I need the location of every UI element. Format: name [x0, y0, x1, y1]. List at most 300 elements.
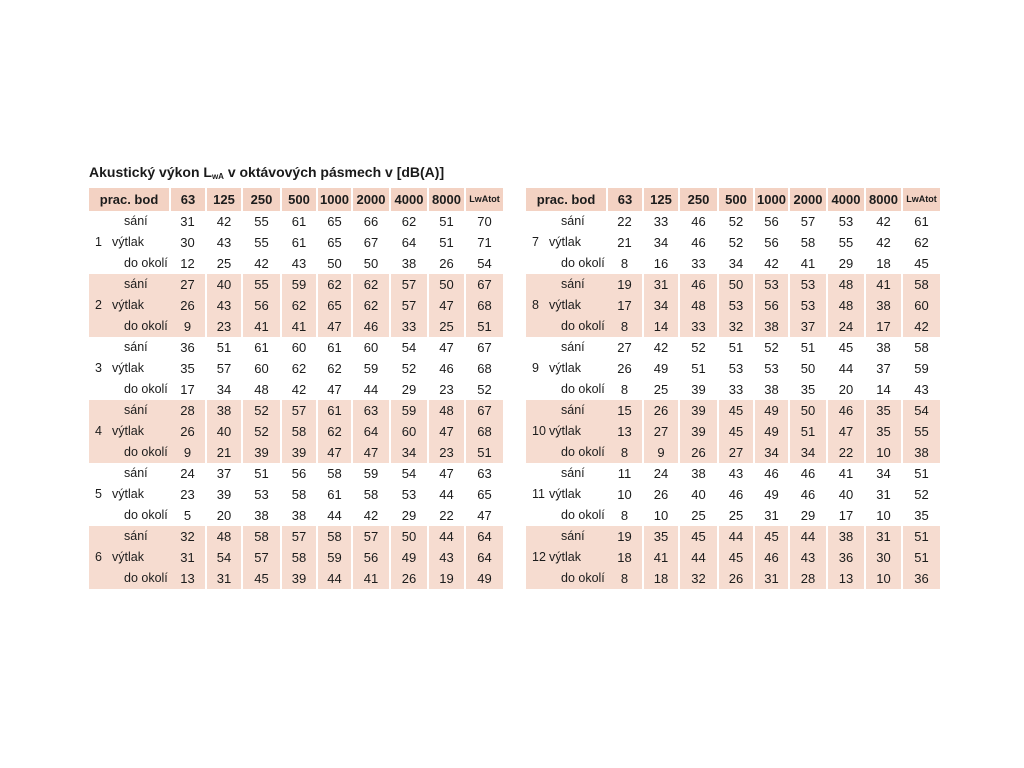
value-cell: 59 [317, 547, 352, 568]
value-cell: 51 [914, 466, 929, 481]
value-cell: 29 [789, 505, 827, 526]
value-cell: 8 [607, 442, 643, 463]
value-cell: 26 [607, 358, 643, 379]
row-kind-label: sání [546, 400, 607, 421]
value-cell: 42 [242, 253, 281, 274]
row-kind-label: sání [561, 340, 585, 354]
value-cell: 42 [865, 211, 902, 232]
value-cell: 61 [281, 211, 317, 232]
table-row [526, 211, 940, 232]
row-kind-label: sání [124, 214, 148, 228]
value-cell: 23 [428, 442, 465, 463]
value-cell: 34 [206, 379, 242, 400]
value-cell: 39 [206, 484, 242, 505]
value-cell: 49 [643, 358, 679, 379]
value-cell: 32 [679, 568, 718, 589]
row-kind-label: do okolí [109, 316, 170, 337]
value-cell: 8 [607, 253, 643, 274]
value-cell: 51 [902, 526, 940, 547]
value-cell: 13 [827, 568, 865, 589]
value-cell: 48 [827, 295, 865, 316]
value-cell: 14 [865, 379, 902, 400]
value-cell: 61 [242, 337, 281, 358]
value-cell: 43 [206, 295, 242, 316]
value-cell: 34 [789, 442, 827, 463]
value-cell: 50 [789, 400, 827, 421]
band-header: 63 [607, 188, 643, 211]
table-row [89, 295, 503, 316]
value-cell: 21 [607, 232, 643, 253]
value-cell: 44 [317, 505, 352, 526]
value-cell: 37 [206, 463, 242, 484]
band-header: 4000 [390, 188, 428, 211]
table-row [526, 337, 940, 358]
value-cell: 51 [789, 421, 827, 442]
value-cell: 34 [643, 295, 679, 316]
value-cell: 64 [390, 232, 428, 253]
value-cell: 62 [317, 274, 352, 295]
value-cell: 12 [170, 253, 206, 274]
value-cell: 39 [281, 442, 317, 463]
row-kind-label: sání [109, 526, 170, 547]
value-cell: 10 [865, 568, 902, 589]
value-cell: 26 [679, 442, 718, 463]
value-cell: 39 [679, 379, 718, 400]
value-cell: 9 [170, 316, 206, 337]
value-cell: 64 [465, 547, 503, 568]
value-cell: 10 [865, 442, 902, 463]
value-cell: 43 [281, 253, 317, 274]
value-cell: 20 [206, 505, 242, 526]
value-cell: 58 [352, 484, 390, 505]
value-cell: 51 [428, 232, 465, 253]
value-cell: 53 [789, 274, 827, 295]
value-cell: 45 [718, 421, 754, 442]
value-cell: 51 [242, 463, 281, 484]
row-kind-label: výtlak [112, 361, 144, 375]
value-cell: 67 [465, 274, 503, 295]
point-number: 3 [95, 361, 102, 375]
table-row [89, 547, 503, 568]
value-cell: 33 [643, 211, 679, 232]
table-row [89, 568, 503, 589]
value-cell: 50 [718, 274, 754, 295]
value-cell: 50 [390, 526, 428, 547]
row-kind-label: do okolí [124, 508, 168, 522]
value-cell: 40 [679, 484, 718, 505]
value-cell: 26 [170, 421, 206, 442]
value-cell: 56 [352, 547, 390, 568]
value-cell: 26 [390, 568, 428, 589]
row-kind-label: výtlak [112, 487, 144, 501]
table-row [526, 421, 940, 442]
point-number: 5 [95, 487, 102, 501]
value-cell: 65 [317, 232, 352, 253]
value-cell: 53 [390, 484, 428, 505]
value-cell: 33 [718, 379, 754, 400]
row-kind-label: do okolí [124, 382, 168, 396]
table-row [89, 484, 503, 505]
row-kind-label: sání [561, 466, 585, 480]
value-cell: 47 [477, 508, 492, 523]
point-number: 4 [89, 400, 109, 463]
value-cell: 8 [607, 568, 643, 589]
value-cell: 52 [679, 337, 718, 358]
value-cell: 53 [242, 484, 281, 505]
value-cell: 27 [643, 421, 679, 442]
value-cell: 38 [242, 505, 281, 526]
value-cell: 17 [607, 295, 643, 316]
point-number: 12 [526, 526, 546, 589]
value-cell: 38 [281, 505, 317, 526]
value-cell: 27 [170, 274, 206, 295]
value-cell: 41 [352, 568, 390, 589]
point-number: 7 [532, 235, 539, 249]
value-cell: 51 [465, 442, 503, 463]
band-header: 250 [679, 188, 718, 211]
value-cell: 55 [242, 232, 281, 253]
value-cell: 51 [902, 547, 940, 568]
value-cell: 35 [789, 379, 827, 400]
point-number: 9 [532, 361, 539, 375]
value-cell: 62 [390, 211, 428, 232]
value-cell: 9 [643, 442, 679, 463]
value-cell: 55 [242, 274, 281, 295]
value-cell: 59 [914, 361, 929, 376]
row-kind-label: sání [124, 466, 148, 480]
value-cell: 47 [428, 463, 465, 484]
value-cell: 51 [428, 211, 465, 232]
value-cell: 25 [679, 505, 718, 526]
header-row [526, 188, 940, 211]
value-cell: 31 [170, 211, 206, 232]
value-cell: 67 [352, 232, 390, 253]
value-cell: 41 [789, 253, 827, 274]
value-cell: 34 [390, 442, 428, 463]
table-row [526, 358, 940, 379]
value-cell: 22 [607, 211, 643, 232]
value-cell: 47 [317, 379, 352, 400]
value-cell: 35 [170, 358, 206, 379]
value-cell: 36 [827, 547, 865, 568]
row-kind-label: sání [546, 526, 607, 547]
value-cell: 43 [789, 547, 827, 568]
value-cell: 52 [754, 337, 789, 358]
row-kind-label: výtlak [109, 421, 170, 442]
value-cell: 38 [754, 316, 789, 337]
value-cell: 28 [789, 568, 827, 589]
value-cell: 34 [643, 232, 679, 253]
value-cell: 71 [477, 235, 492, 250]
value-cell: 46 [789, 484, 827, 505]
title-suffix: v oktávových pásmech v [dB(A)] [223, 164, 445, 180]
value-cell: 48 [206, 526, 242, 547]
value-cell: 42 [352, 505, 390, 526]
value-cell: 61 [317, 337, 352, 358]
value-cell: 63 [477, 466, 492, 481]
value-cell: 42 [902, 316, 940, 337]
value-cell: 61 [317, 484, 352, 505]
value-cell: 30 [865, 547, 902, 568]
value-cell: 39 [679, 400, 718, 421]
value-cell: 10 [865, 505, 902, 526]
value-cell: 13 [607, 421, 643, 442]
table-row [526, 316, 940, 337]
total-header: LwAtot [465, 188, 503, 211]
value-cell: 19 [607, 274, 643, 295]
value-cell: 40 [827, 484, 865, 505]
value-cell: 58 [902, 274, 940, 295]
value-cell: 54 [390, 463, 428, 484]
band-header: 125 [206, 188, 242, 211]
value-cell: 35 [914, 508, 929, 523]
value-cell: 44 [827, 358, 865, 379]
value-cell: 45 [679, 526, 718, 547]
band-header: 8000 [865, 188, 902, 211]
value-cell: 31 [754, 505, 789, 526]
value-cell: 49 [754, 484, 789, 505]
value-cell: 38 [827, 526, 865, 547]
value-cell: 20 [827, 379, 865, 400]
value-cell: 45 [242, 568, 281, 589]
value-cell: 45 [718, 400, 754, 421]
value-cell: 40 [206, 274, 242, 295]
value-cell: 23 [428, 379, 465, 400]
value-cell: 61 [317, 400, 352, 421]
value-cell: 62 [281, 295, 317, 316]
value-cell: 34 [865, 463, 902, 484]
value-cell: 45 [754, 526, 789, 547]
table-row [526, 295, 940, 316]
value-cell: 42 [281, 379, 317, 400]
table-row [89, 316, 503, 337]
value-cell: 39 [281, 568, 317, 589]
value-cell: 61 [914, 214, 929, 229]
value-cell: 60 [281, 337, 317, 358]
value-cell: 65 [317, 295, 352, 316]
band-header: 2000 [352, 188, 390, 211]
row-kind-label: do okolí [561, 256, 605, 270]
row-kind-label: do okolí [546, 442, 607, 463]
value-cell: 26 [643, 484, 679, 505]
value-cell: 65 [317, 211, 352, 232]
value-cell: 61 [281, 232, 317, 253]
value-cell: 67 [465, 400, 503, 421]
value-cell: 47 [317, 442, 352, 463]
row-kind-label: výtlak [546, 295, 607, 316]
value-cell: 24 [827, 316, 865, 337]
table-row [526, 526, 940, 547]
value-cell: 52 [242, 421, 281, 442]
value-cell: 41 [827, 463, 865, 484]
value-cell: 53 [718, 358, 754, 379]
row-kind-label: výtlak [109, 295, 170, 316]
value-cell: 46 [428, 358, 465, 379]
value-cell: 55 [242, 211, 281, 232]
value-cell: 38 [865, 295, 902, 316]
value-cell: 11 [607, 463, 643, 484]
value-cell: 43 [206, 232, 242, 253]
table-row [89, 463, 503, 484]
value-cell: 53 [827, 211, 865, 232]
value-cell: 62 [317, 358, 352, 379]
value-cell: 14 [643, 316, 679, 337]
row-kind-label: do okolí [546, 316, 607, 337]
row-kind-label: do okolí [124, 256, 168, 270]
value-cell: 46 [754, 547, 789, 568]
value-cell: 26 [428, 253, 465, 274]
value-cell: 39 [679, 421, 718, 442]
value-cell: 22 [428, 505, 465, 526]
value-cell: 38 [390, 253, 428, 274]
value-cell: 60 [242, 358, 281, 379]
value-cell: 41 [643, 547, 679, 568]
value-cell: 48 [428, 400, 465, 421]
value-cell: 47 [428, 295, 465, 316]
value-cell: 49 [754, 421, 789, 442]
value-cell: 32 [718, 316, 754, 337]
value-cell: 33 [679, 316, 718, 337]
value-cell: 50 [789, 358, 827, 379]
value-cell: 19 [607, 526, 643, 547]
value-cell: 39 [242, 442, 281, 463]
value-cell: 53 [754, 358, 789, 379]
value-cell: 48 [242, 379, 281, 400]
value-cell: 8 [607, 505, 643, 526]
band-header: 500 [718, 188, 754, 211]
value-cell: 59 [281, 274, 317, 295]
value-cell: 45 [718, 547, 754, 568]
row-kind-label: výtlak [109, 547, 170, 568]
value-cell: 17 [865, 316, 902, 337]
value-cell: 5 [170, 505, 206, 526]
value-cell: 51 [206, 337, 242, 358]
table-row [526, 379, 940, 400]
value-cell: 31 [865, 484, 902, 505]
value-cell: 64 [465, 526, 503, 547]
value-cell: 31 [754, 568, 789, 589]
row-kind-label: výtlak [546, 547, 607, 568]
value-cell: 66 [352, 211, 390, 232]
point-number: 10 [526, 400, 546, 463]
value-cell: 58 [281, 547, 317, 568]
value-cell: 23 [206, 316, 242, 337]
point-number: 6 [89, 526, 109, 589]
value-cell: 19 [428, 568, 465, 589]
value-cell: 56 [281, 463, 317, 484]
value-cell: 42 [206, 211, 242, 232]
row-kind-label: výtlak [549, 487, 581, 501]
value-cell: 41 [242, 316, 281, 337]
value-cell: 45 [827, 337, 865, 358]
value-cell: 29 [827, 253, 865, 274]
row-kind-label: sání [109, 274, 170, 295]
title-prefix: Akustický výkon L [89, 164, 212, 180]
value-cell: 44 [789, 526, 827, 547]
band-header: 1000 [754, 188, 789, 211]
value-cell: 62 [914, 235, 929, 250]
value-cell: 58 [242, 526, 281, 547]
value-cell: 40 [206, 421, 242, 442]
row-kind-label: do okolí [109, 568, 170, 589]
value-cell: 46 [679, 274, 718, 295]
value-cell: 57 [352, 526, 390, 547]
value-cell: 53 [718, 295, 754, 316]
table-row [89, 274, 503, 295]
value-cell: 46 [827, 400, 865, 421]
value-cell: 43 [428, 547, 465, 568]
value-cell: 62 [352, 274, 390, 295]
row-kind-label: výtlak [549, 361, 581, 375]
value-cell: 38 [902, 442, 940, 463]
value-cell: 54 [477, 256, 492, 271]
value-cell: 26 [718, 568, 754, 589]
value-cell: 17 [827, 505, 865, 526]
value-cell: 25 [718, 505, 754, 526]
row-kind-label: do okolí [109, 442, 170, 463]
value-cell: 17 [170, 379, 206, 400]
left-table [89, 188, 503, 589]
value-cell: 37 [789, 316, 827, 337]
value-cell: 55 [827, 232, 865, 253]
table-row [89, 211, 503, 232]
value-cell: 18 [865, 253, 902, 274]
value-cell: 10 [607, 484, 643, 505]
value-cell: 44 [679, 547, 718, 568]
value-cell: 67 [477, 340, 492, 355]
value-cell: 8 [607, 316, 643, 337]
value-cell: 29 [390, 379, 428, 400]
value-cell: 52 [477, 382, 492, 397]
value-cell: 31 [170, 547, 206, 568]
table-row [526, 463, 940, 484]
row-kind-label: výtlak [112, 235, 144, 249]
value-cell: 47 [352, 442, 390, 463]
value-cell: 47 [827, 421, 865, 442]
value-cell: 51 [679, 358, 718, 379]
value-cell: 47 [428, 337, 465, 358]
table-row [526, 484, 940, 505]
value-cell: 59 [352, 463, 390, 484]
value-cell: 31 [206, 568, 242, 589]
value-cell: 58 [281, 421, 317, 442]
table-row [89, 421, 503, 442]
value-cell: 24 [643, 463, 679, 484]
value-cell: 38 [679, 463, 718, 484]
value-cell: 68 [477, 361, 492, 376]
row-kind-label: výtlak [546, 421, 607, 442]
value-cell: 63 [352, 400, 390, 421]
value-cell: 34 [718, 253, 754, 274]
point-header: prac. bod [89, 188, 170, 211]
value-cell: 58 [789, 232, 827, 253]
value-cell: 60 [390, 421, 428, 442]
value-cell: 36 [902, 568, 940, 589]
table-row [526, 568, 940, 589]
band-header: 4000 [827, 188, 865, 211]
value-cell: 43 [914, 382, 929, 397]
row-kind-label: do okolí [561, 508, 605, 522]
value-cell: 24 [170, 463, 206, 484]
table-row [526, 547, 940, 568]
row-kind-label: do okolí [561, 382, 605, 396]
value-cell: 34 [754, 442, 789, 463]
value-cell: 56 [754, 232, 789, 253]
value-cell: 46 [679, 232, 718, 253]
band-header: 1000 [317, 188, 352, 211]
value-cell: 59 [390, 400, 428, 421]
value-cell: 35 [865, 421, 902, 442]
